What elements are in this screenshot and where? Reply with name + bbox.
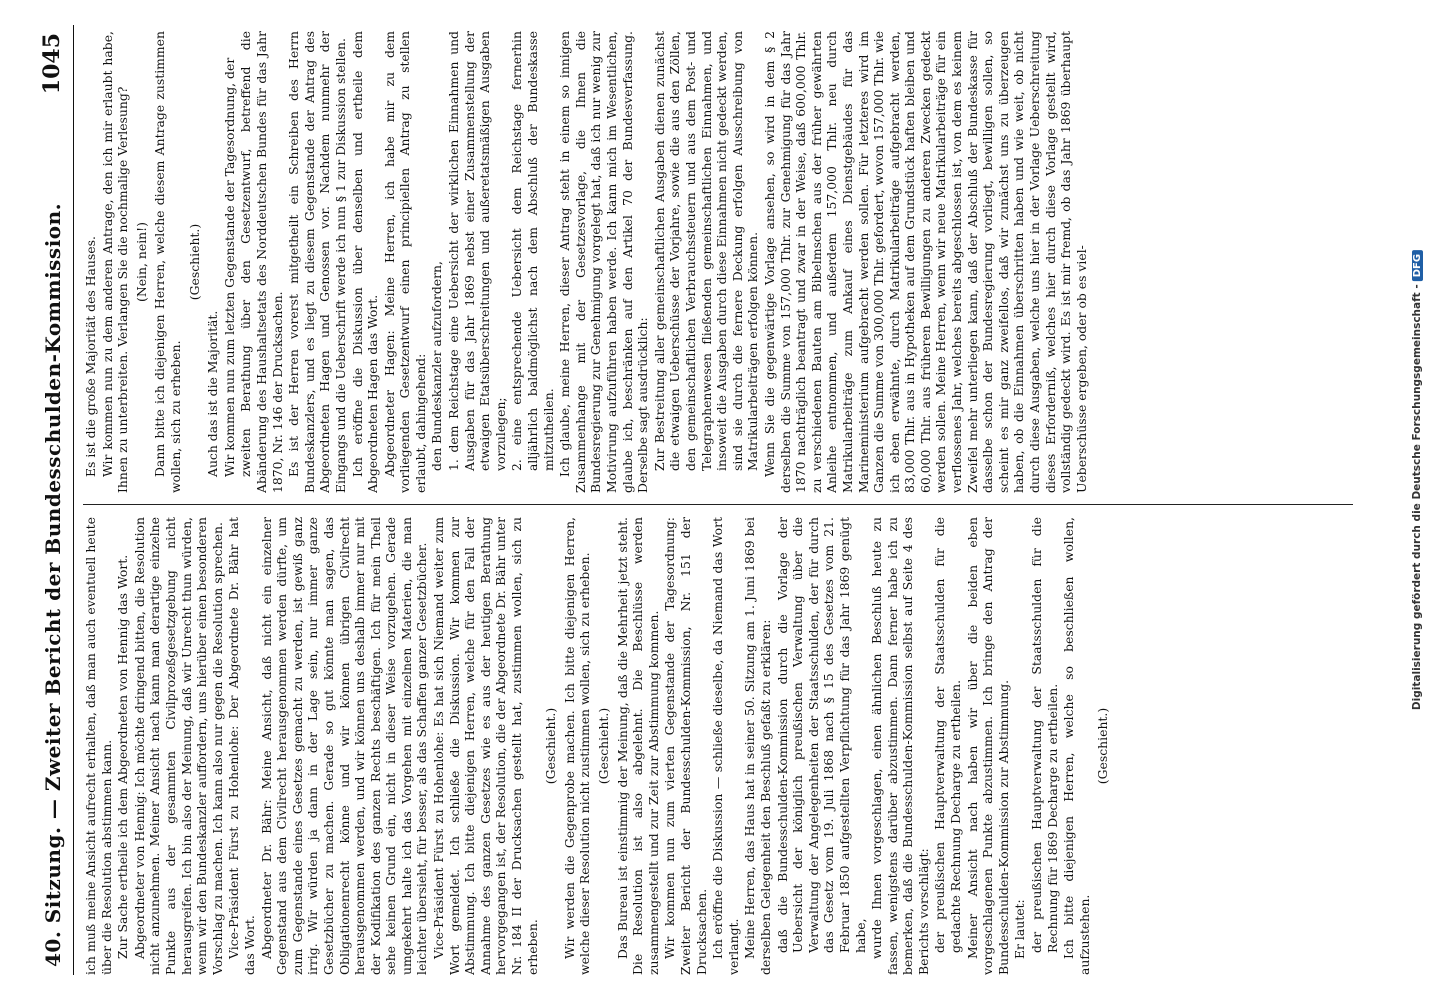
paragraph: Das Bureau ist einstimmig der Meinung, daß die Mehrheit jetzt steht. Die Resolution ist also abgelehnt. Die Beschlüsse werden zusammengestellt und zur Zeit zur Abstimmung kommen.	[614, 517, 661, 975]
paragraph: Wenn Sie die gegenwärtige Vorlage ansehen, so wird in dem § 2 derselben die Summe von 157,000 Thlr. zur Genehmigung für das Jahr 1870 nachträglich beantragt und zwar in der Weise, daß 600,000 Thlr. zu verschiedenen Bauten am Bibelmschen aus der früher gewährten Anleihe entnommen, und außerdem 157,000 Thlr. neu durch Matrikularbeiträge zum Ankauf eines Dienstgebäudes für das Marineministerium aufgebracht werden sollen. Für letzteres wird im Ganzen die Summe von 300,000 Thlr. gefordert, wovon 157,000 Thlr. wie ich eben erwähnte, durch Matrikularbeiträge aufgebracht werden, 83,000 Thlr. aus in Hypotheken auf dem Grundstück haften bleiben und 60,000 Thlr. aus früheren Bewilligungen zu anderen Zwecken gedeckt werden sollen. Meine Herren, wenn wir neue Matrikularbeiträge für ein verflossenes Jahr, welches bereits abgeschlossen ist, von dem es keinem Zweifel mehr unterliegen kann, daß der Abschluß der Bundeskasse für dasselbe schon der Bundesregierung vorliegt, bewilligen sollen, so scheint es mir ganz zweifellos, daß wir zunächst uns zu überzeugen haben, ob die Einnahmen überschritten haben und wie weit, ob nicht durch diese Ausgaben, welche uns hier in der Vorlage Ueberschreitung dieses Erforderniß, welches hier durch diese Vorlage gestellt wird, vollständig gedeckt wird. Es ist mir fremd, ob das Jahr 1869 überhaupt Ueberschüsse ergeben, oder ob es viel-	[761, 31, 1089, 493]
paragraph: Wir kommen nun zum letzten Gegenstande der Tagesordnung, der	[221, 57, 237, 477]
paragraph: Zur Sache ertheile ich dem Abgeordneten von Hennig das Wort.	[115, 554, 131, 959]
paragraph: (Geschieht.)	[186, 223, 202, 301]
page-header	[37, 25, 74, 975]
paragraph: der preußischen Hauptverwaltung der Staatsschulden für die Rechnung für 1869 Decharge zu ertheilen.	[1029, 517, 1060, 953]
paragraph: Dann bitte ich diejenigen Herren, welche diesem Antrage zustimmen wollen, sich zu erheben.	[152, 31, 183, 493]
running-title: 40. Sitzung. — Zweiter Bericht der Bundesschulden-Kommission.	[41, 202, 65, 967]
paragraph: Es ist der Herren vorerst mitgetheilt ein Schreiben des Herrn Bundeskanzlers, und es liegt zu diesem Gegenstande der Antrag des Abgeordneten Hagen und Genossen vor. Nachdem nunmehr der Eingangs und die Ueberschrift werde ich nun § 1 zur Diskussion stellen.	[286, 31, 348, 493]
paragraph: Meine Herren, das Haus hat in seiner 50. Sitzung am 1. Juni 1869 bei derselben Gelegenheit den Beschluß gefaßt zu erklären:	[742, 517, 773, 975]
paragraph: Ich bitte diejenigen Herren, welche so beschließen wollen, aufzustehen.	[1061, 517, 1092, 975]
digitization-credit	[1404, 30, 1430, 930]
paragraph: Auch das ist die Majorität.	[205, 310, 221, 477]
paragraph: Vice-Präsident Fürst zu Hohenlohe: Der Abgeordnete Dr. Bähr hat das Wort.	[226, 517, 257, 975]
paragraph: Vice-Präsident Fürst zu Hohenlohe: Es hat sich Niemand weiter zum Wort gemeldet. Ich schließe die Diskussion. Wir kommen zur Abstimmung. Ich bitte diejenigen Herren, welche für den Fall der Annahme des ganzen Gesetzes wie es aus der heutigen Berathung hervorgegangen ist, der Resolution, die der Abgeordnete Dr. Bähr unter Nr. 184 II der Drucksachen gestellt hat, zustimmen wollen, sich zu erheben.	[431, 517, 540, 975]
paragraph: Ich glaube, meine Herren, dieser Antrag steht in einem so innigen Zusammenhange mit der Gesetzesvorlage, die Ihnen die Bundesregierung zur Genehmigung vorgelegt hat, daß ich nur wenig zur Motivirung aufzuführen haben werde. Ich kann mich im Wesentlichen, glaube ich, beschränken auf den Artikel 70 der Bundesverfassung. Derselbe sagt ausdrücklich:	[557, 31, 651, 493]
paragraph: Abgeordneter Dr. Bähr: Meine Ansicht, daß nicht ein einzelner Gegenstand aus dem Civilrecht herausgenommen werden dürfte, um zum Gegenstande eines Gesetzes gemacht zu werden, ist gewiß ganz irrig. Wir würden ja dann in der Lage sein, nur immer ganze Gesetzbücher zu machen. Gerade so gut könnte man sagen, das Obligationenrecht könne und wir können übrigen Civilrecht herausgenommen werden, und wir können uns deshalb immer nur mit der Kodifikation des ganzen Rechts beschäftigen. Ich für mein Theil sehe keinen Grund ein, nicht in dieser Weise vorzugehen. Gerade umgekehrt halte ich das Vorgehen mit einzelnen Materien, die man leichter übersieht, für besser, als das Schaffen ganzer Gesetzbücher.	[258, 517, 430, 975]
paragraph: Zur Bestreitung aller gemeinschaftlichen Ausgaben dienen zunächst die etwaigen Ueberschüsse der Vorjahre, sowie die aus den Zöllen, den gemeinschaftlichen Verbrauchssteuern und aus dem Post- und Telegraphenwesen fließenden gemeinschaftlichen Einnahmen, und insoweit die Ausgaben durch diese Einnahmen nicht gedeckt werden, sind sie durch die fernere Deckung erfolgen Ausschreibung von Matrikularbeiträgen erfolgen können.	[651, 31, 761, 471]
text-column-right	[83, 31, 1363, 493]
text-column-left	[83, 517, 1363, 975]
page-number: 1045	[39, 33, 65, 95]
paragraph: (Geschieht.)	[1095, 707, 1111, 785]
paragraph: (Nein, nein!)	[133, 222, 149, 302]
paragraph: Er lautet:	[1012, 899, 1028, 959]
paragraph: daß die Bundesschulden-Kommission durch die Vorlage der Uebersicht der königlich preußischen Verwaltung über die Verwaltung der Angelegenheiten der Staatsschulden, der für durch das Gesetz vom 19. Juli 1868 nach § 15 des Gesetzes vom 21. Februar 1850 aufgestellten Verpflichtung für das Jahr 1869 genügt habe,	[774, 517, 868, 953]
paragraph: 1. dem Reichstage eine Uebersicht der wirklichen Einnahmen und Ausgaben für das Jahr 1869 nebst einer Zusammenstellung der etwaigen Etatsüberschreitungen und außeretatsmäßigen Ausgaben vorzulegen;	[446, 31, 508, 471]
paragraph: (Geschieht.)	[596, 707, 611, 785]
rotated-document-page	[37, 25, 1367, 975]
paragraph: wurde Ihnen vorgeschlagen, einen ähnlichen Beschluß heute zu fassen, wenigstens darüber abzustimmen. Dann ferner habe ich zu bemerken, daß die Bundesschulden-Kommission selbst auf Seite 4 des Berichts vorschlägt:	[869, 517, 931, 975]
paragraph: Ich eröffne die Diskussion über denselben und ertheile dem Abgeordneten Hagen das Wort.	[349, 31, 381, 493]
paragraph: ich muß meine Ansicht aufrecht erhalten, daß man auch eventuell heute über die Resolution abstimmen kann.	[83, 517, 114, 975]
paragraph: Wir kommen nun zum vierten Gegenstande der Tagesordnung: Zweiter Bericht der Bundesschulden-Kommission, Nr. 151 der Drucksachen.	[662, 517, 709, 975]
paragraph: Es ist die große Majorität des Hauses.	[83, 236, 98, 477]
dfg-logo-badge: DFG	[1412, 250, 1423, 281]
paragraph: Ich eröffne die Diskussion — schließe dieselbe, da Niemand das Wort verlangt.	[710, 517, 741, 975]
paragraph: (Geschieht.)	[543, 707, 559, 785]
paragraph: 2. eine entsprechende Uebersicht dem Reichstage fernerhin alljährlich baldmöglichst nach dem Abschluß der Bundeskasse mitzutheilen.	[509, 31, 556, 471]
paragraph: Abgeordneter von Hennig: Ich möchte dringend bitten, die Resolution nicht anzunehmen. Meiner Ansicht nach kann man derartige einzelne Punkte aus der gesammten Civilprozeßgesetzgebung nicht herausgreifen. Ich bin also der Meinung, daß wir Unrecht thun würden, wenn wir den Bundeskanzler auffordern, uns hierüber einen besonderen Vorschlag zu machen. Ich kann also nur gegen die Resolution sprechen.	[131, 517, 225, 975]
paragraph: Wir werden die Gegenprobe machen. Ich bitte diejenigen Herren, welche dieser Resolution nicht zustimmen wollen, sich zu erheben.	[561, 517, 593, 975]
paragraph: den Bundeskanzler aufzufordern,	[429, 261, 445, 471]
paragraph: Wir kommen nun zu dem anderen Antrage, den ich mir erlaubt habe, Ihnen zu unterbreiten. Verlangen Sie die nochmalige Verlesung?	[99, 31, 131, 493]
paragraph: Meiner Ansicht nach haben wir über die beiden eben vorgeschlagenen Punkte abzustimmen. Ich bringe den Antrag der Bundesschulden-Kommission zur Abstimmung.	[964, 517, 1011, 975]
paragraph: Abgeordneter Hagen: Meine Herren, ich habe mir zu dem vorliegenden Gesetzentwurf einen principiellen Antrag zu stellen erlaubt, dahingehend:	[381, 31, 428, 493]
paragraph: zweiten Berathung über den Gesetzentwurf, betreffend die Abänderung des Haushaltsetats des Norddeutschen Bundes für das Jahr 1870, Nr. 146 der Drucksachen.	[238, 31, 285, 493]
column-divider	[83, 504, 1353, 505]
credit-text: Digitalisierung gefördert durch die Deutsche Forschungsgemeinschaft -	[1411, 284, 1423, 711]
paragraph: der preußischen Hauptverwaltung der Staatsschulden für die gedachte Rechnung Decharge zu ertheilen.	[932, 517, 964, 953]
